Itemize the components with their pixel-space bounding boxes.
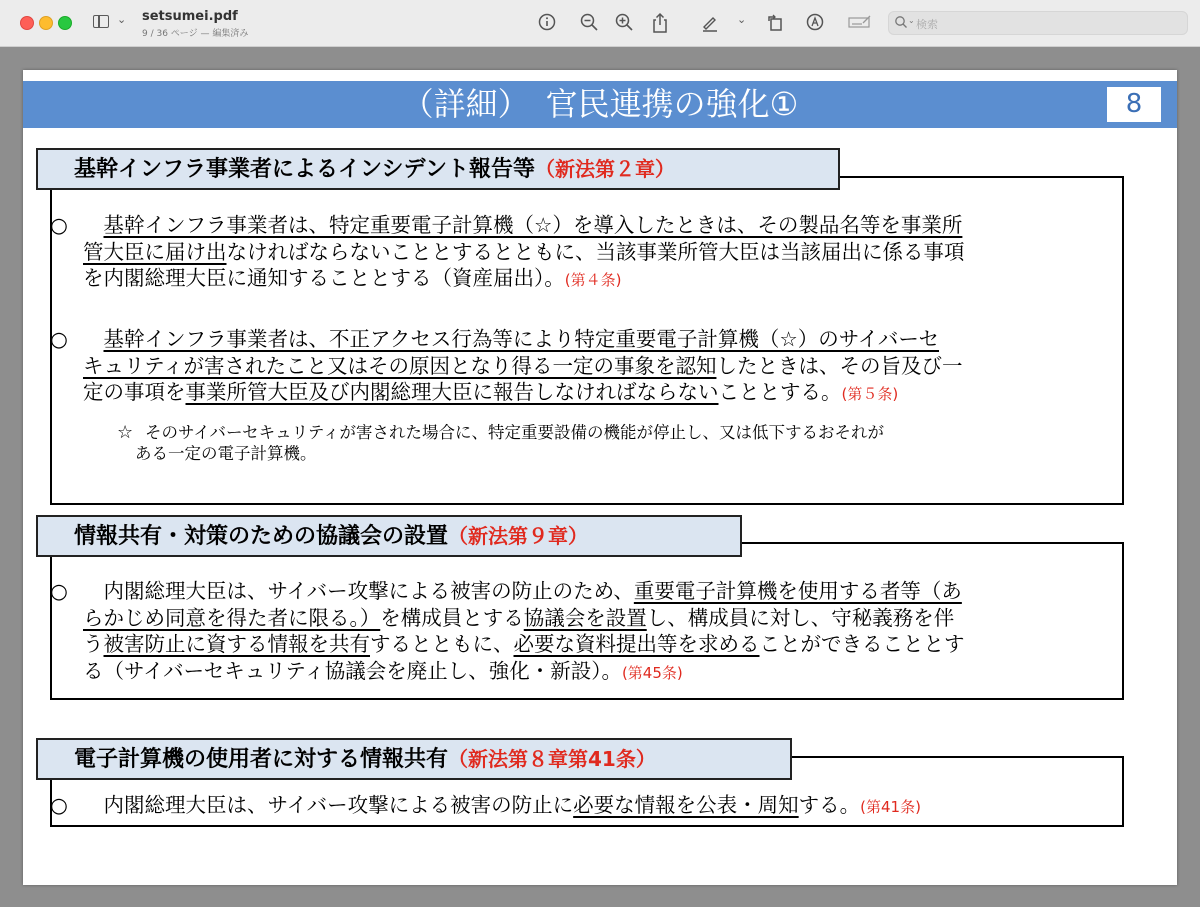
section-2-label — [36, 515, 742, 557]
zoom-in-icon[interactable] — [614, 12, 634, 32]
close-window-button[interactable] — [20, 16, 34, 30]
slide-title: （詳細） 官民連携の強化① — [401, 85, 799, 123]
search-placeholder: 検索 — [916, 18, 938, 31]
zoom-window-button[interactable] — [58, 16, 72, 30]
article-ref: (第41条) — [860, 798, 921, 816]
section-1-tag: （新法第２章） — [535, 157, 676, 181]
article-ref: (第45条) — [621, 663, 683, 682]
para-line: る（サイバーセキュリティ協議会を廃止し、強化・新設）。(第45条) — [83, 658, 683, 683]
underlined-text: 特定重要電子計算機（☆）を導入したときは、その製品名等を事業所 — [329, 213, 963, 237]
underlined-text: 不正アクセス行為等により特定重要電子計算機（☆）のサイバーセ — [329, 327, 940, 351]
underlined-text: 管大臣に届け出 — [83, 239, 227, 264]
para-line: 内閣総理大臣は、サイバー攻撃による被害の防止のため、重要電子計算機を使用する者等（あ — [83, 579, 962, 603]
annotate-icon[interactable] — [805, 12, 825, 32]
search-field[interactable] — [888, 11, 1188, 35]
underlined-text: キュリティが害されたこと又はその原因となり得る一定の事象を認知 — [83, 353, 717, 378]
section-2-title: 情報共有・対策のための協議会の設置 — [74, 524, 449, 549]
article-ref: (第５条) — [841, 385, 899, 403]
para-line — [83, 326, 1103, 353]
slide-page-number: 8 — [1107, 87, 1161, 122]
search-options-icon[interactable]: ⌄ — [908, 16, 915, 25]
section-2-paragraph — [50, 578, 1108, 686]
search-icon — [894, 15, 908, 29]
section-3-label — [36, 738, 792, 780]
underlined-text: 必要な情報を公表・周知 — [573, 793, 799, 817]
note-line: ある一定の電子計算機。 — [135, 444, 317, 463]
underlined-text: 重要電子計算機を使用する者等（あ — [633, 579, 962, 603]
underlined-text: 基幹インフラ事業者は、 — [103, 213, 329, 237]
section-2-tag: （新法第９章） — [448, 524, 589, 548]
section-1-paragraph-2 — [50, 326, 1103, 408]
document-subtitle: 9 / 36 ページ — 編集済み — [142, 29, 249, 39]
info-icon[interactable] — [537, 12, 557, 32]
section-1-paragraph-1 — [50, 212, 1103, 294]
pdf-page — [23, 70, 1177, 885]
document-title: setsumei.pdf — [142, 9, 238, 24]
underlined-text: 基幹インフラ事業者は、 — [103, 327, 329, 351]
bullet-circle: ○ — [50, 793, 68, 817]
sidebar-toggle-icon[interactable] — [93, 15, 109, 28]
section-3-paragraph — [50, 792, 1108, 821]
para-line: 内閣総理大臣は、サイバー攻撃による被害の防止に必要な情報を公表・周知する。(第41条) — [83, 793, 921, 817]
para-line: キュリティが害されたこと又はその原因となり得る一定の事象を認知したときは、その旨及び一 — [83, 353, 963, 378]
para-line: 定の事項を事業所管大臣及び内閣総理大臣に報告しなければならないこととする。(第５条) — [83, 380, 899, 404]
section-3-title: 電子計算機の使用者に対する情報共有 — [74, 747, 449, 772]
para-line: を内閣総理大臣に通知することとする（資産届出）。(第４条) — [83, 266, 622, 290]
bullet-circle: ○ — [50, 213, 68, 237]
para-line: 管大臣に届け出なければならないこととするとともに、当該事業所管大臣は当該届出に係る事項 — [83, 239, 965, 264]
section-1-title: 基幹インフラ事業者によるインシデント報告等 — [74, 157, 536, 182]
note-line: そのサイバーセキュリティが害された場合に、特定重要設備の機能が停止し、又は低下するおそれが — [145, 423, 885, 442]
para-line — [83, 212, 1103, 239]
share-icon[interactable] — [650, 12, 670, 34]
section-3-tag: （新法第８章第41条） — [448, 747, 656, 771]
bullet-circle: ○ — [50, 327, 68, 351]
slide-title-banner — [23, 81, 1177, 128]
underlined-text: 事業所管大臣及び内閣総理大臣に報告しなければならない — [185, 380, 719, 404]
section-1-label — [36, 148, 840, 190]
underlined-text: 被害防止に資する情報を共有 — [103, 632, 370, 656]
chevron-down-icon[interactable]: ⌄ — [117, 13, 127, 26]
markup-pen-icon[interactable] — [700, 12, 720, 32]
markup-chevron-icon[interactable]: ⌄ — [737, 13, 747, 26]
zoom-out-icon[interactable] — [579, 12, 599, 32]
underlined-text: 協議会を設置 — [523, 605, 647, 630]
star-footnote — [117, 422, 1105, 464]
article-ref: (第４条) — [564, 271, 622, 289]
para-line: らかじめ同意を得た者に限る。）を構成員とする協議会を設置し、構成員に対し、守秘義務を伴 — [83, 605, 955, 630]
minimize-window-button[interactable] — [39, 16, 53, 30]
star-mark: ☆ — [117, 422, 134, 443]
form-fill-icon[interactable] — [848, 12, 872, 32]
rotate-icon[interactable] — [765, 12, 785, 32]
bullet-circle: ○ — [50, 579, 68, 603]
window-toolbar — [0, 0, 1200, 47]
underlined-text: らかじめ同意を得た者に限る。） — [83, 605, 381, 630]
para-line: う被害防止に資する情報を共有するとともに、必要な資料提出等を求めることができることとす — [83, 632, 965, 656]
underlined-text: 必要な資料提出等を求める — [513, 632, 760, 656]
